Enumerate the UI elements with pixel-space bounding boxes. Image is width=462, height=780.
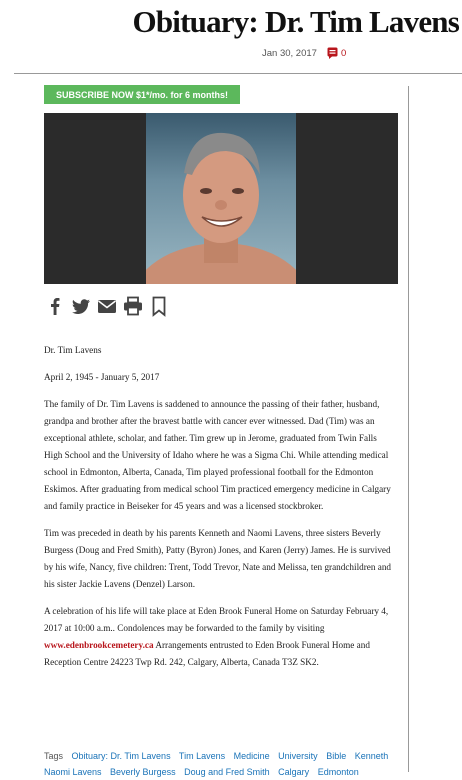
comment-icon[interactable] — [327, 47, 338, 59]
share-toolbar — [44, 295, 170, 317]
paragraph-biography: The family of Dr. Tim Lavens is saddened to announce the passing of their father, husband, grandpa and brother after the bravest battle with cancer ever witnessed. Dad (Tim) was an exceptional athlete, scholar, and father. Tim grew up in Jerome, graduated from Twin Falls High School and the University of Idaho where he was a Sigma Chi. While attending medical school in Edmonton, Alberta, Canada, Tim played professional football for the Edmonton Eskimos. After graduating from medical school Tim practiced emergency medicine in Calgary and family practice in Beiseker for 45 years and was a licensed stockbroker. — [44, 399, 391, 511]
deceased-name: Dr. Tim Lavens — [44, 345, 102, 355]
facebook-icon[interactable] — [44, 295, 66, 317]
article-body — [44, 342, 396, 681]
twitter-icon[interactable] — [70, 295, 92, 317]
tag-link[interactable]: Calgary — [278, 767, 310, 777]
comment-count[interactable]: 0 — [340, 47, 347, 59]
print-icon[interactable] — [122, 295, 144, 317]
tag-link[interactable]: Doug and Fred Smith — [184, 767, 270, 777]
photo-frame — [44, 113, 398, 284]
article-meta — [262, 47, 346, 59]
page-title: Obituary: Dr. Tim Lavens — [132, 4, 459, 39]
tag-link[interactable]: Beverly Burgess — [110, 767, 176, 777]
paragraph-family: Tim was preceded in death by his parents Kenneth and Naomi Lavens, three sisters Beverly Burgess (Doug and Fred Smith), Patty (Byron) Jones, and Karen (Jerry) James. He is survived by his wife, Nancy, five children: Trent, Todd Trevor, Nate and Melissa, ten grandchildren and his sister Jackie Lavens (Denzel) Larson. — [44, 528, 392, 589]
arrangements-text: Arrangements entrusted to Eden Brook Funeral Home and Reception Centre 24223 Twp Rd. 242, Calgary, Alberta, Canada T3Z SK2. — [44, 640, 370, 667]
header-divider — [14, 73, 462, 74]
obituary-photo — [146, 113, 296, 284]
email-icon[interactable] — [96, 295, 118, 317]
tags-list — [44, 748, 396, 780]
column-divider — [408, 86, 409, 772]
tag-link[interactable]: Edmonton — [317, 767, 359, 777]
subscribe-button[interactable]: SUBSCRIBE NOW $1*/mo. for 6 months! — [44, 85, 240, 104]
publish-date: Jan 30, 2017 — [262, 47, 317, 59]
service-text: A celebration of his life will take place at Eden Brook Funeral Home on Saturday February 4, 2017 at 10:00 a.m.. Condolences may be forwarded to the family by visiting — [44, 606, 389, 633]
tag-link[interactable]: Medicine — [233, 751, 270, 761]
tag-link[interactable]: Obituary: Dr. Tim Lavens — [71, 751, 171, 761]
portrait-illustration — [146, 113, 296, 284]
cemetery-link[interactable]: www.edenbrookcemetery.ca — [44, 640, 154, 650]
tag-link[interactable]: Bible — [326, 751, 347, 761]
tag-link[interactable]: Tim Lavens — [178, 751, 226, 761]
bookmark-icon[interactable] — [148, 295, 170, 317]
tags-label: Tags — [44, 751, 64, 761]
paragraph-service — [44, 603, 396, 671]
life-dates: April 2, 1945 - January 5, 2017 — [44, 372, 160, 382]
tag-link[interactable]: University — [278, 751, 318, 761]
tag-link[interactable]: Kenneth Naomi Lavens — [44, 751, 389, 777]
